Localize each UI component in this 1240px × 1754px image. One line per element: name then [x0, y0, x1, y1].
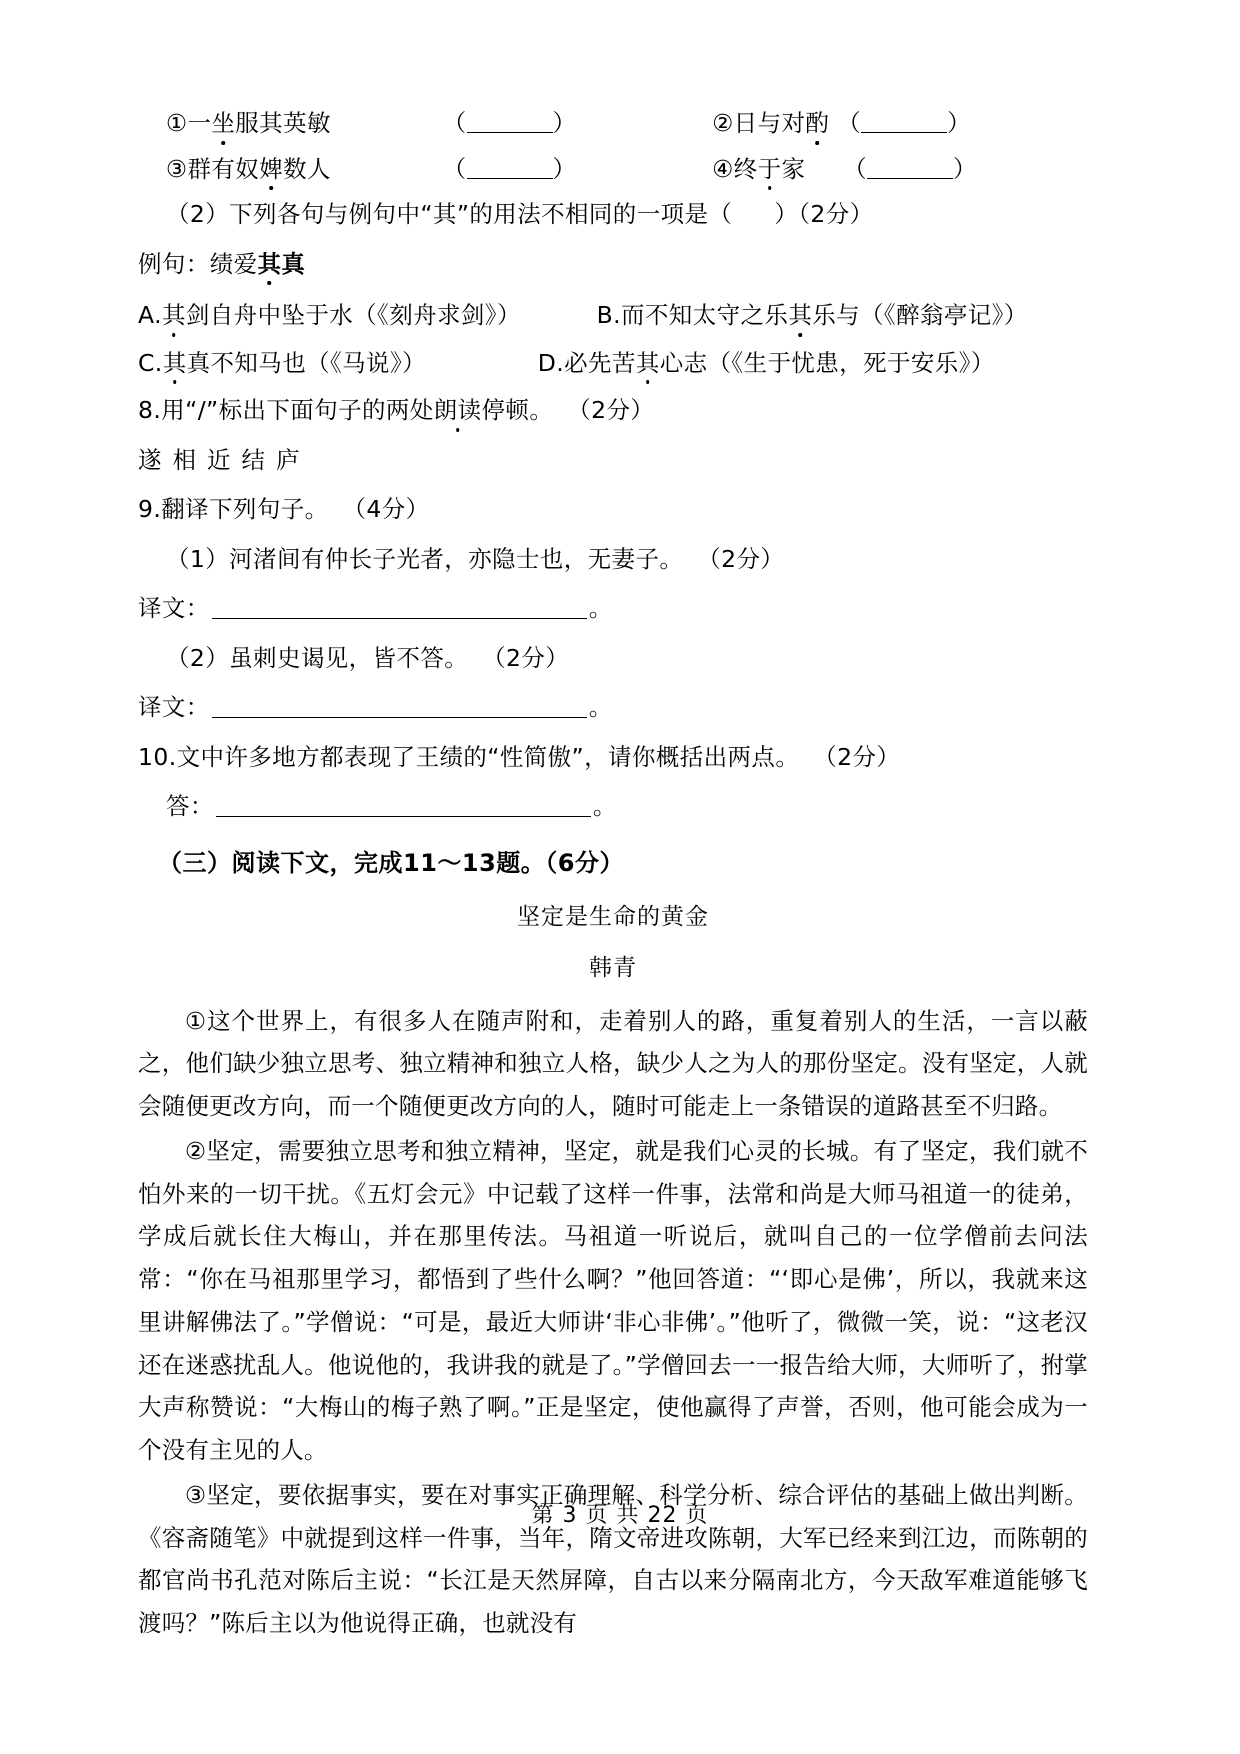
q7-item-3-pre: 群有奴 [187, 154, 260, 183]
q9-sub1 [138, 544, 1088, 573]
paren-close: ） [552, 154, 577, 183]
q9-prompt [138, 495, 1088, 523]
paren-close: ） [947, 109, 971, 137]
q7-item-2 [712, 109, 829, 137]
q9-score: （4分） [342, 495, 430, 523]
q7-item-3-post: 数人 [283, 154, 331, 183]
q7-item-2-blank[interactable] [837, 109, 971, 137]
answer-period: 。 [588, 693, 613, 721]
paren-open: （ [442, 154, 467, 183]
answer-label: 译文： [138, 594, 210, 622]
q7-example-sentence [138, 249, 1088, 278]
blank-rule[interactable] [467, 163, 553, 179]
q7-choice-row-cd [138, 348, 1088, 377]
answer-rule[interactable] [212, 602, 587, 619]
essay-paragraph-1: ①这个世界上，有很多人在随声附和，走着别人的路，重复着别人的生活，一言以蔽之，他们缺少独立思考、独立精神和独立人格，缺少人之为人的那份坚定。没有坚定，人就会随便更改方向，而一个随便更改方向的人，随时可能走上一条错误的道路甚至不归路。 [138, 1006, 1088, 1121]
choice-dotted-char: 其 [162, 348, 187, 377]
q9-sub1-text: （1）河渚间有仲长子光者，亦隐士也，无妻子。 [166, 544, 684, 573]
page-footer: 第 3 页 共 22 页 [531, 1503, 709, 1528]
answer-rule[interactable] [216, 800, 591, 817]
q7-choice-a[interactable] [138, 301, 521, 329]
q8-prompt [138, 396, 1088, 424]
q7-item-3-blank[interactable] [442, 154, 577, 183]
q10-answer [138, 792, 1088, 820]
q7-item-2-dotted-char: 酌 [805, 109, 830, 137]
q10-prompt [138, 742, 1088, 771]
q7-item-1-blank[interactable] [442, 109, 577, 137]
choice-letter: A. [138, 301, 162, 329]
q9-sub2-score: （2分） [482, 643, 570, 672]
choice-post: 真不知马也（《马说》） [186, 348, 426, 377]
q8-prompt-dotted: 朗读 [433, 396, 482, 424]
q7-item-1-num: ① [166, 109, 188, 137]
q7-item-2-pre: 日与对 [733, 109, 806, 137]
essay-paragraph-3: ③坚定，要依据事实，要在对事实正确理解、科学分析、综合评估的基础上做出判断。《容斋随笔》中就提到这样一件事，当年，隋文帝进攻陈朝，大军已经来到江边，而陈朝的都官尚书孔范对陈后主说：“长江是天然屏障，自古以来分隔南北方，今天敌军难道能够飞渡吗？”陈后主以为他说得正确，也就没有 [138, 1480, 1088, 1638]
q7-item-4-dotted-char: 于 [757, 154, 782, 183]
q7-item-4 [712, 155, 805, 183]
q8-prompt-post: 停顿。 [481, 396, 554, 424]
blank-rule[interactable] [467, 117, 553, 133]
choice-dotted-char: 其 [161, 301, 186, 329]
choice-letter: B. [596, 301, 621, 329]
q10-prompt-text: 10.文中许多地方都表现了王绩的“性简傲”，请你概括出两点。 [138, 742, 800, 771]
q7-example-label: 例句：绩爱 [138, 249, 258, 278]
paren-open: （ [843, 154, 868, 183]
q7-item-1-post: 服其英敏 [235, 109, 331, 137]
paren-close: ） [953, 154, 977, 183]
q7-choice-c[interactable] [138, 349, 426, 377]
q9-sub2-answer [138, 693, 1088, 721]
essay-author: 韩青 [589, 954, 637, 981]
q7-item-row-2 [138, 154, 1088, 183]
q9-sub2 [138, 643, 1088, 672]
q7-item-3-num: ③ [166, 154, 188, 183]
q7-item-1-pre: 一 [187, 109, 212, 137]
paren-open: （ [442, 109, 467, 137]
q7-choice-row-ab [138, 301, 1088, 329]
section-three-heading: （三）阅读下文，完成11～13题。（6分） [158, 848, 624, 877]
page-content [138, 109, 1088, 1647]
q7-item-2-num: ② [712, 109, 734, 137]
q9-sub2-text: （2）虽刺史谒见，皆不答。 [166, 643, 469, 672]
choice-letter: D. [537, 348, 565, 377]
choice-letter: C. [138, 348, 163, 377]
q7-item-4-blank[interactable] [843, 154, 977, 183]
blank-rule[interactable] [867, 163, 953, 179]
q7-choice-b[interactable] [597, 301, 1028, 329]
answer-period: 。 [588, 594, 613, 622]
q7-example-tail: 真 [281, 249, 306, 278]
q7-item-1-dotted-char: 坐 [211, 109, 236, 137]
choice-post: 乐与（《醉翁亭记》） [812, 301, 1028, 329]
q7-item-4-num: ④ [712, 154, 734, 183]
q7-choice-d[interactable] [538, 349, 995, 377]
q8-prompt-pre: 8.用“/”标出下面句子的两处 [138, 396, 434, 424]
q7-item-row-1 [138, 109, 1088, 137]
q7-item-4-post: 家 [781, 154, 806, 183]
q7-sub2-prompt-score: ）（2分） [774, 200, 874, 228]
q7-sub2-prompt [138, 200, 1088, 228]
q7-example-dotted-char: 其 [257, 249, 282, 278]
q10-score: （2分） [813, 742, 901, 771]
paren-open: （ [837, 109, 862, 137]
essay-title: 坚定是生命的黄金 [517, 903, 709, 930]
answer-rule[interactable] [212, 701, 587, 718]
choice-post: 心志（《生于忧患，死于安乐》） [659, 348, 995, 377]
q9-sub1-score: （2分） [697, 544, 785, 573]
choice-dotted-char: 其 [788, 301, 813, 329]
paren-close: ） [552, 109, 577, 137]
q7-sub2-prompt-text: （2）下列各句与例句中“其”的用法不相同的一项是（ [166, 200, 733, 228]
answer-period: 。 [592, 792, 617, 820]
q9-prompt-text: 9.翻译下列句子。 [138, 495, 329, 523]
choice-pre: 而不知太守之乐 [621, 301, 789, 329]
q8-score: （2分） [567, 396, 655, 424]
q7-item-3 [166, 155, 331, 183]
answer-label: 译文： [138, 693, 210, 721]
q7-item-3-dotted-char: 婢 [259, 154, 284, 183]
blank-rule[interactable] [861, 117, 947, 133]
q7-item-4-pre: 终 [733, 154, 758, 183]
choice-pre: 必先苦 [564, 348, 636, 377]
q7-item-1 [166, 109, 331, 137]
choice-dotted-char: 其 [635, 348, 660, 377]
q9-sub1-answer [138, 594, 1088, 622]
essay-paragraph-2: ②坚定，需要独立思考和独立精神，坚定，就是我们心灵的长城。有了坚定，我们就不怕外来的一切干扰。《五灯会元》中记载了这样一件事，法常和尚是大师马祖道一的徒弟，学成后就长住大梅山，并在那里传法。马祖道一听说后，就叫自己的一位学僧前去问法常：“你在马祖那里学习，都悟到了些什么啊？”他回答道：“‘即心是佛’，所以，我就来这里讲解佛法了。”学僧说：“可是，最近大师讲‘非心非佛’。”他听了，微微一笑，说：“这老汉还在迷惑扰乱人。他说他的，我讲我的就是了。”学僧回去一一报告给大师，大师听了，拊掌大声称赞说：“大梅山的梅子熟了啊。”正是坚定，使他赢得了声誉，否则，他可能会成为一个没有主见的人。 [138, 1136, 1088, 1465]
q8-sentence[interactable]: 遂相近结庐 [138, 445, 311, 474]
choice-post: 剑自舟中坠于水（《刻舟求剑》） [185, 301, 521, 329]
answer-label: 答： [166, 792, 214, 820]
